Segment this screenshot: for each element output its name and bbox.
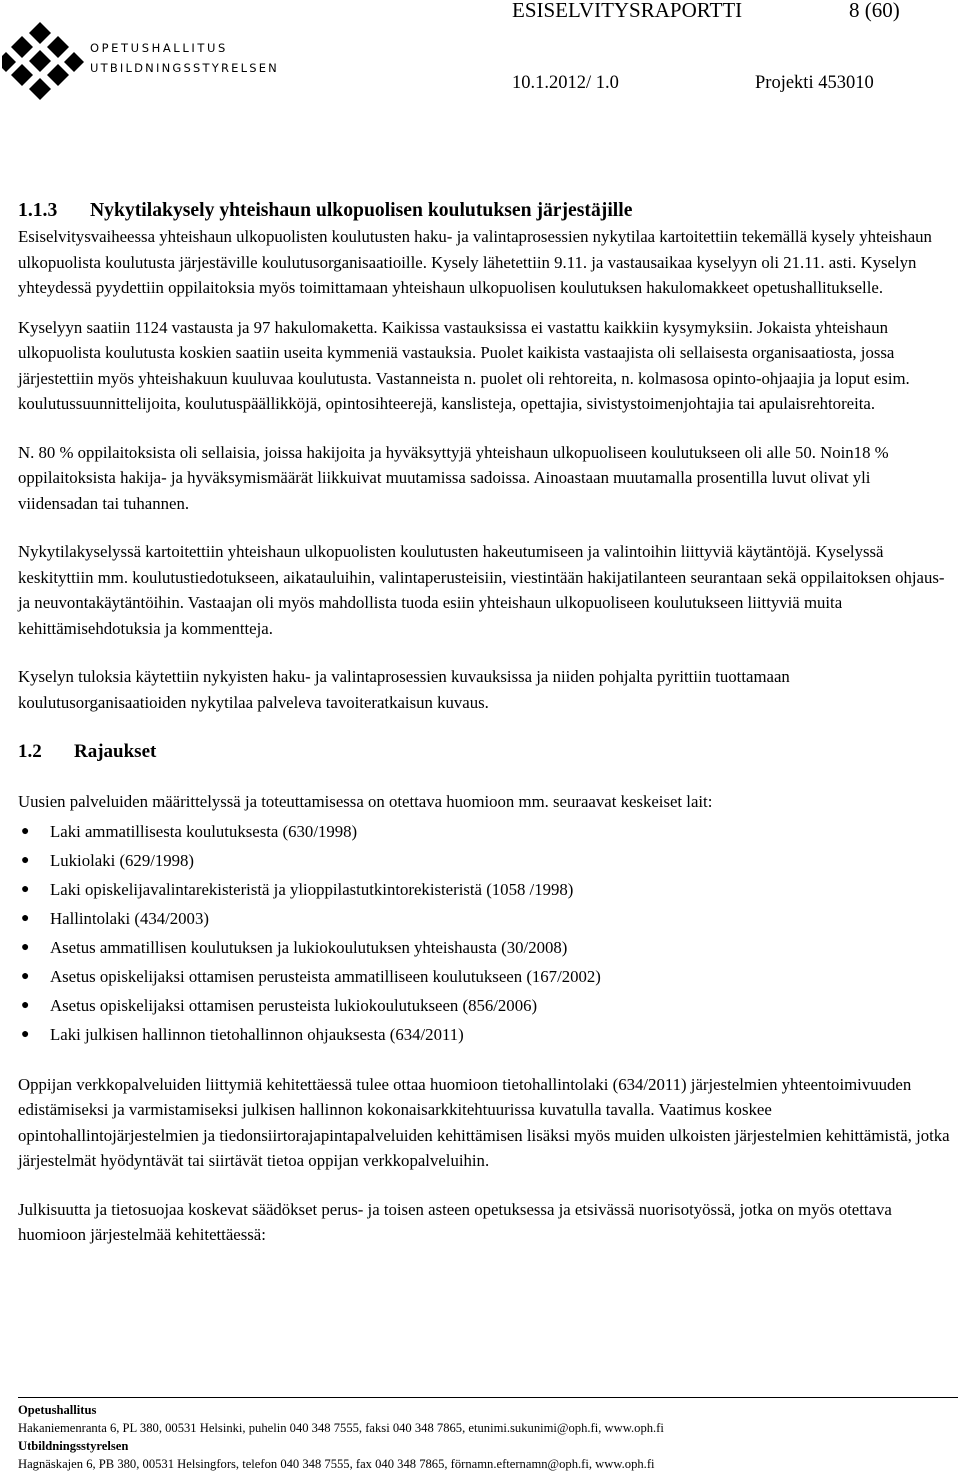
paragraph: Uusien palveluiden määrittelyssä ja toteuttamisessa on otettava huomioon mm. seuraavat keskeiset lait: xyxy=(18,792,713,811)
list-item-text: Laki julkisen hallinnon tietohallinnon ohjauksesta (634/2011) xyxy=(50,1024,464,1044)
list-item-text: Laki ammatillisesta koulutuksesta (630/1998) xyxy=(50,821,358,841)
footer-address-fi: Hakaniemenranta 6, PL 380, 00531 Helsinki, puhelin 040 348 7555, faksi 040 348 7865, etunimi.sukunimi@oph.fi, www.oph.fi xyxy=(18,1421,664,1435)
list-item-text: Asetus opiskelijaksi ottamisen perusteista ammatilliseen koulutukseen (167/2002) xyxy=(50,966,601,986)
paragraph: Kyselyn tuloksia käytettiin nykyisten haku- ja valintaprosessien kuvauksissa ja niiden pohjalta pyrittiin tuottamaan koulutusorganisaatioiden nykytilaa palveleva tavoiteratkaisun kuvaus. xyxy=(18,667,790,712)
footer xyxy=(18,1401,664,1473)
paragraph: Oppijan verkkopalveluiden liittymiä kehitettäessä tulee ottaa huomioon tietohallintolaki (634/2011) järjestelmien yhteentoimivuuden edistämiseksi ja varmistamiseksi julkisen hallinnon kokonaisarkkitehtuurissa kuvatulla tavalla. Vaatimus koskee opintohallintojärjestelmien ja tiedonsiirtorajapintapalveluiden kehittämisen lisäksi myös muiden ulkoisten järjestelmien kehittämistä, jotka järjestelmät hyödyntävät tai siirtävät tietoa oppijan verkkopalveluihin. xyxy=(18,1074,950,1170)
logo-text-sv: UTBILDNINGSSTYRELSEN xyxy=(90,61,279,75)
opetushallitus-logo xyxy=(2,22,279,102)
paragraph: Nykytilakyselyssä kartoitettiin yhteishaun ulkopuolisten koulutusten hakeutumiseen ja valintoihin liittyviä käytäntöjä. Kyselyssä keskityttiin mm. koulutustiedotukseen, aikatauluihin, valintaperusteisiin, viestintään hakijatilanteen seurantaan sekä oppilaitoksen ohjaus- ja neuvontakäytäntöihin. Vastaajan oli myös mahdollista tuoda esiin yhteishaun ulkopuoliseen koulutukseen liittyviä muita kehittämisehdotuksia ja kommentteja. xyxy=(18,542,945,638)
section-heading-1-1-3 xyxy=(18,196,950,224)
section-title: Nykytilakysely yhteishaun ulkopuolisen koulutuksen järjestäjille xyxy=(90,199,633,221)
footer-divider xyxy=(18,1397,958,1398)
main-content xyxy=(18,196,950,1248)
bullet-icon: ● xyxy=(21,939,30,955)
paragraph: Julkisuutta ja tietosuojaa koskevat säädökset perus- ja toisen asteen opetuksessa ja etsivässä nuorisotyössä, jotka on myös otettava huomioon järjestelmää kehitettäessä: xyxy=(18,1199,892,1244)
footer-address-sv: Hagnäskajen 6, PB 380, 00531 Helsingfors, telefon 040 348 7555, fax 040 348 7865, förnamn.efternamn@oph.fi, www.oph.fi xyxy=(18,1457,655,1471)
project-number: Projekti 453010 xyxy=(755,73,874,93)
list-item xyxy=(18,904,950,933)
paragraph: Esiselvitysvaiheessa yhteishaun ulkopuolisten koulutusten haku- ja valintaprosessien nykytilaa kartoitettiin tekemällä kysely yhteishaun ulkopuolista koulutusta järjestäville koulutusorganisaatioille. Kysely lähetettiin 9.11. ja vastausaikaa kyselyyn oli 21.11. asti. Kyselyn yhteydessä pyydettiin oppilaitoksia myös toimittamaan yhteishaun ulkopuolisen koulutuksen hakulomakkeet opetushallitukselle. xyxy=(18,227,932,297)
list-item-text: Hallintolaki (434/2003) xyxy=(50,908,209,928)
bullet-icon: ● xyxy=(21,968,30,984)
page-number: 8 (60) xyxy=(849,0,900,22)
bullet-icon: ● xyxy=(21,997,30,1013)
bullet-icon: ● xyxy=(21,910,30,926)
footer-org-fi: Opetushallitus xyxy=(18,1403,97,1417)
list-item-text: Asetus ammatillisen koulutuksen ja lukiokoulutuksen yhteishausta (30/2008) xyxy=(50,937,568,957)
list-item-text: Lukiolaki (629/1998) xyxy=(50,850,195,870)
list-item xyxy=(18,962,950,991)
report-title: ESISELVITYSRAPORTTI xyxy=(512,0,743,22)
bullet-icon: ● xyxy=(21,852,30,868)
list-item xyxy=(18,991,950,1020)
paragraph: N. 80 % oppilaitoksista oli sellaisia, joissa hakijoita ja hyväksyttyjä yhteishaun ulkopuoliseen koulutukseen oli alle 50. Noin18 % oppilaitoksista hakija- ja hyväksymismäärät liikkuivat muutamissa sadoissa. Ainoastaan muutamalla prosentilla luvut olivat yli viidensadan tai tuhannen. xyxy=(18,442,889,513)
laws-list xyxy=(18,817,950,1049)
list-item xyxy=(18,846,950,875)
paragraph: Kyselyyn saatiin 1124 vastausta ja 97 hakulomaketta. Kaikissa vastauksissa ei vastattu kaikkiin kysymyksiin. Jokaista yhteishaun ulkopuolista koulutusta koskien saatiin useita kymmeniä vastauksia. Puolet kaikista vastaajista oli sellaisesta organisaatiosta, jossa järjestettiin myös yhteishakuun kuuluvaa koulutusta. Vastanneista n. puolet oli rehtoreita, n. kolmasosa opinto-ohjaajia ja loput esim. koulutussuunnittelijoita, koulutuspäällikköjä, opintosihteerejä, kanslisteja, opettajia, sivistystoimenjohtajia tai apulaisrehtoreita. xyxy=(18,317,910,413)
list-item xyxy=(18,875,950,904)
diamond-pattern-icon xyxy=(2,22,86,102)
section-number: 1.1.3 xyxy=(18,199,58,221)
list-item xyxy=(18,1020,950,1049)
section-title: Rajaukset xyxy=(74,741,157,762)
footer-org-sv: Utbildningsstyrelsen xyxy=(18,1439,129,1453)
list-item-text: Asetus opiskelijaksi ottamisen perusteista lukiokoulutukseen (856/2006) xyxy=(50,995,538,1015)
section-heading-1-2 xyxy=(18,738,950,766)
bullet-icon: ● xyxy=(21,1026,30,1042)
list-item xyxy=(18,817,950,846)
section-number: 1.2 xyxy=(18,741,42,762)
date-version: 10.1.2012/ 1.0 xyxy=(512,73,619,93)
list-item xyxy=(18,933,950,962)
bullet-icon: ● xyxy=(21,881,30,897)
bullet-icon: ● xyxy=(21,823,30,839)
list-item-text: Laki opiskelijavalintarekisteristä ja ylioppilastutkintorekisteristä (1058 /1998) xyxy=(50,879,574,899)
logo-text-fi: OPETUSHALLITUS xyxy=(90,41,228,55)
